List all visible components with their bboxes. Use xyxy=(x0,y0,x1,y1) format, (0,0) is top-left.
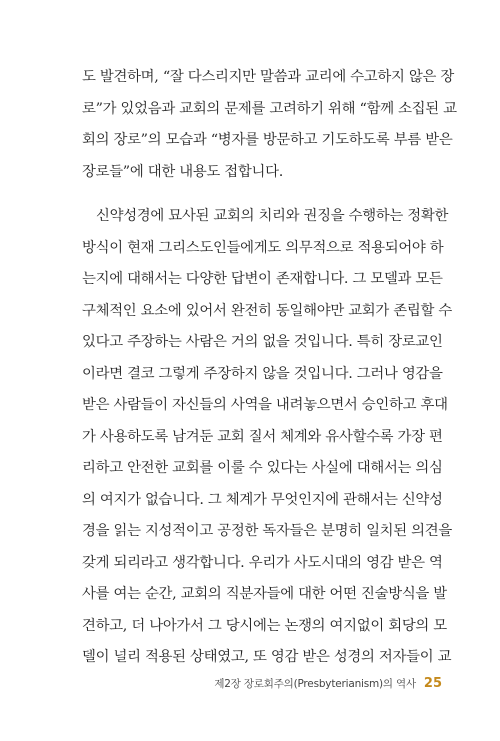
text-line: 받은 사람들이 자신들의 사역을 내려놓으면서 승인하고 후대 xyxy=(82,397,448,413)
page-number: 25 xyxy=(423,676,442,691)
paragraph-2 xyxy=(82,201,452,674)
text-line: 구체적인 요소에 있어서 완전히 동일해야만 교회가 존립할 수 xyxy=(82,302,452,319)
text-line: 견하고, 더 나아가서 그 당시에는 논쟁의 여지없이 회당의 모 xyxy=(82,617,447,634)
text-line: 가 사용하도록 남겨둔 교회 질서 체계와 유사할수록 가장 편 xyxy=(82,428,443,445)
text-line: 장로들”에 대한 내용도 접합니다. xyxy=(82,163,283,180)
text-line: 경을 읽는 지성적이고 공정한 독자들은 분명히 일치된 의견을 xyxy=(82,523,452,539)
text-line: 갖게 되리라고 생각합니다. 우리가 사도시대의 영감 받은 역 xyxy=(82,554,443,571)
text-line: 회의 장로”의 모습과 “병자를 방문하고 기도하도록 부름 받은 xyxy=(82,132,453,148)
text-line: 의 여지가 없습니다. 그 체계가 무엇인지에 관해서는 신약성 xyxy=(82,491,443,508)
running-head: 제2장 장로회주의(Presbyterianism)의 역사 xyxy=(214,678,416,690)
text-line: 이라면 결코 그렇게 주장하지 않을 것입니다. 그러나 영감을 xyxy=(82,365,443,382)
text-line: 신약성경에 묘사된 교회의 치리와 권징을 수행하는 정확한 xyxy=(96,208,449,224)
text-line: 방식이 현재 그리스도인들에게도 의무적으로 적용되어야 하 xyxy=(82,239,444,256)
text-line: 도 발견하며, “잘 다스리지만 말씀과 교리에 수고하지 않은 장 xyxy=(82,69,454,85)
paragraph-1 xyxy=(82,62,457,188)
text-line: 리하고 안전한 교회를 이룰 수 있다는 사실에 대해서는 의심 xyxy=(82,460,443,476)
text-line: 델이 널리 적용된 상태였고, 또 영감 받은 성경의 저자들이 교 xyxy=(82,649,452,665)
page-footer xyxy=(214,676,442,696)
text-line: 로”가 있었음과 교회의 문제를 고려하기 위해 “함께 소집된 교 xyxy=(82,100,457,117)
text-line: 사를 여는 순간, 교회의 직분자들에 대한 어떤 진술방식을 발 xyxy=(82,586,447,602)
text-line: 있다고 주장하는 사람은 거의 없을 것입니다. 특히 장로교인 xyxy=(82,334,443,350)
text-line: 는지에 대해서는 다양한 답변이 존재합니다. 그 모델과 모든 xyxy=(82,271,443,287)
